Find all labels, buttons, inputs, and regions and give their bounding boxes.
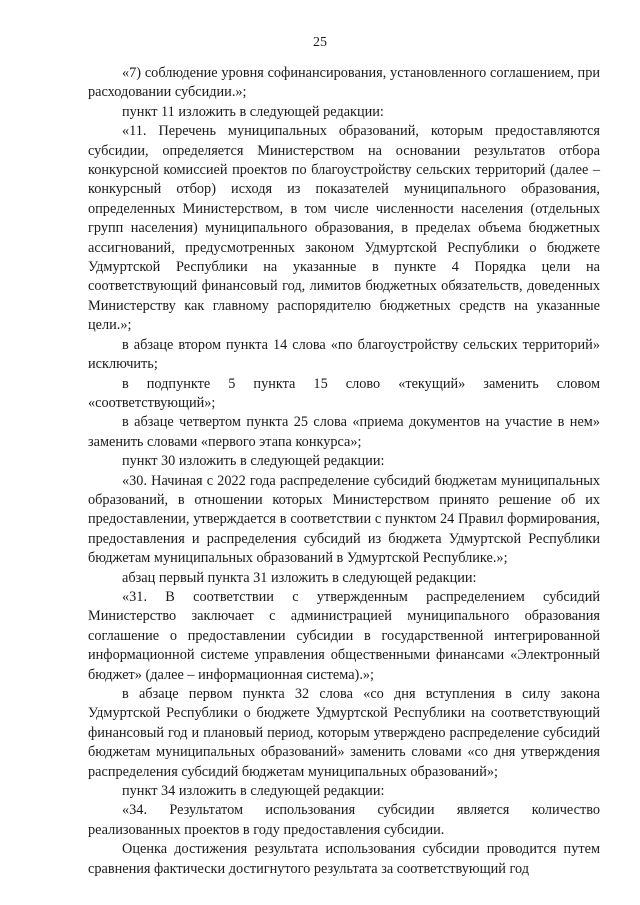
page-number: 25 <box>313 35 327 50</box>
paragraph: в абзаце втором пункта 14 слова «по благоустройству сельских территорий» исключить; <box>88 336 600 373</box>
paragraph: абзац первый пункта 31 изложить в следующей редакции: <box>122 569 477 586</box>
paragraph: «11. Перечень муниципальных образований, которым предоставляются субсидии, определяется Министерством на основании результатов отбора конкурсной комиссией проектов по благоустройству сельских территорий (далее – конкурсный отбор) исходя из показателей муниципального образования, определенных Министерством, в том числе численности населения (отдельных групп населения) муниципального образования, в пределах объема бюджетных ассигнований, предусмотренных законом Удмуртской Республики о бюджете Удмуртской Республики на указанные в пункте 4 Порядка цели на соответствующий финансовый год, лимитов бюджетных обязательств, доведенных Министерству как главному распорядителю бюджетных средств на указанные цели.»; <box>88 123 600 334</box>
paragraph: в абзаце четвертом пункта 25 слова «приема документов на участие в нем» заменить словами «первого этапа конкурса»; <box>88 414 600 450</box>
paragraph: «7) соблюдение уровня софинансирования, установленного соглашением, при расходовании субсидии.»; <box>88 65 600 101</box>
paragraph: «31. В соответствии с утвержденным распределением субсидий Министерство заключает с администрацией муниципального образования соглашение о предоставлении субсидии в государственной интегрированной информационной системе управления общественными финансами «Электронный бюджет» (далее – информационная система).»; <box>88 588 600 683</box>
paragraph: пункт 34 изложить в следующей редакции: <box>122 783 385 800</box>
paragraph: в абзаце первом пункта 32 слова «со дня вступления в силу закона Удмуртской Республики о бюджете Удмуртской Республики на соответствующий финансовый год и плановый период, которым утверждено распределение субсидий бюджетам муниципальных образований» заменить словами «со дня утверждения распределения субсидий бюджетам муниципальных образований»; <box>88 686 600 780</box>
paragraph: «30. Начиная с 2022 года распределение субсидий бюджетам муниципальных образований, в отношении которых Министерством принято решение об их предоставлении, утверждается в соответствии с пунктом 24 Правил формирования, предоставления и распределения субсидий из бюджета Удмуртской Республики бюджетам муниципальных образований в Удмуртской Республике.»; <box>88 472 600 567</box>
paragraph: в подпункте 5 пункта 15 слово «текущий» заменить словом «соответствующий»; <box>88 375 600 411</box>
document-body <box>88 64 600 879</box>
paragraph: «34. Результатом использования субсидии является количество реализованных проектов в году предоставления субсидии. <box>88 802 600 838</box>
paragraph: пункт 11 изложить в следующей редакции: <box>122 103 384 120</box>
paragraph: пункт 30 изложить в следующей редакции: <box>122 453 385 470</box>
paragraph: Оценка достижения результата использования субсидии проводится путем сравнения фактически достигнутого результата за соответствующий год <box>88 841 600 877</box>
